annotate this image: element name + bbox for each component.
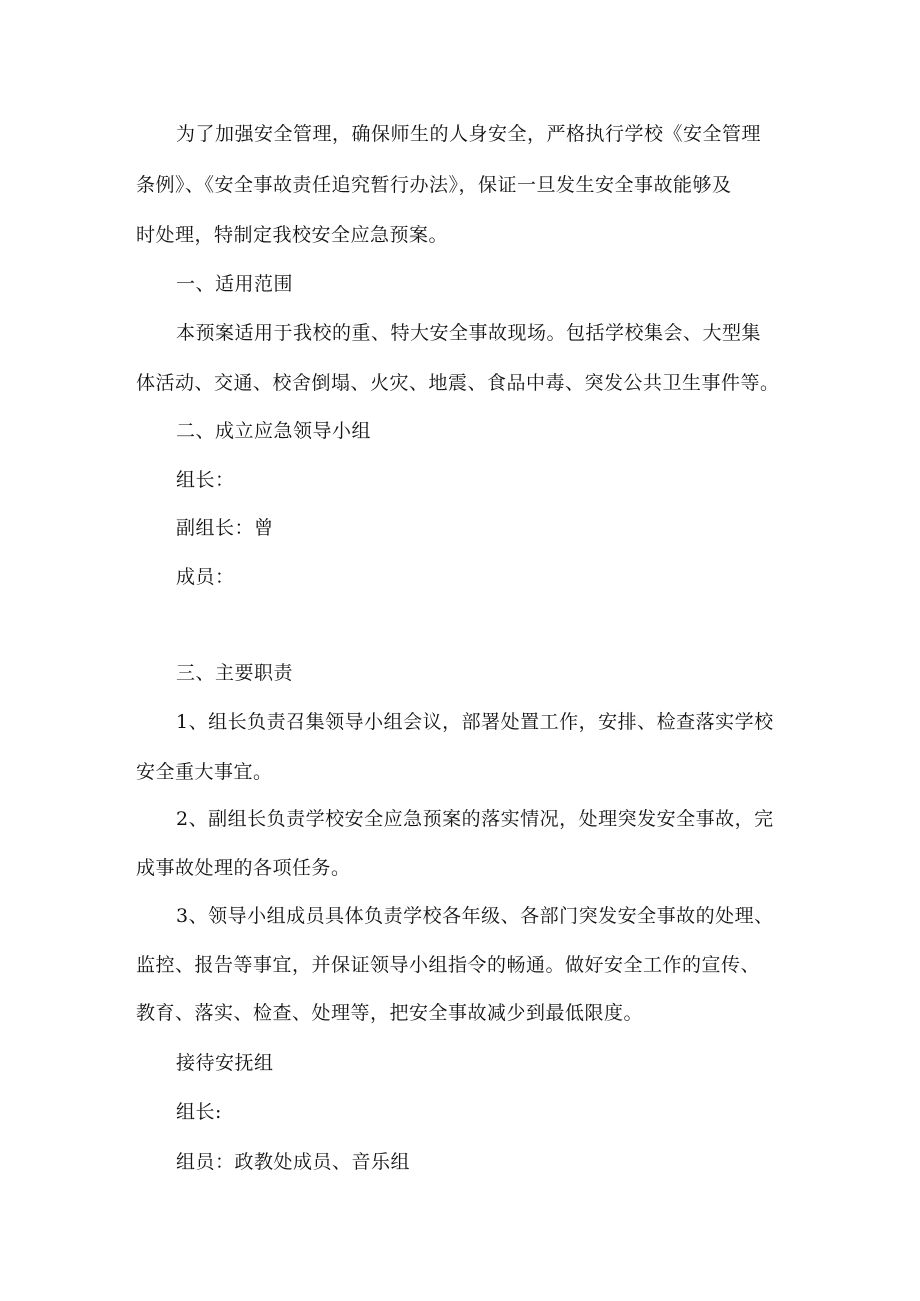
intro-line-2: 条例》、《安全事故责任追究暂行办法》，保证一旦发生安全事故能够及 (136, 174, 732, 196)
section-3-item-1-line-1: 1、组长负责召集领导小组会议，部署处置工作，安排、检查落实学校 (176, 711, 774, 733)
section-3-item-2-line-1: 2、副组长负责学校安全应急预案的落实情况，处理突发安全事故，完 (176, 808, 774, 830)
section-3-heading: 三、主要职责 (176, 662, 294, 684)
intro-line-1: 为了加强安全管理，确保师生的人身安全，严格执行学校《安全管理 (176, 123, 762, 145)
section-2-members: 成员： (176, 566, 235, 588)
section-2-heading: 二、成立应急领导小组 (176, 420, 372, 442)
section-2-deputy: 副组长：曾 (176, 517, 274, 539)
section-1-line-1: 本预案适用于我校的重、特大安全事故现场。包括学校集会、大型集 (176, 322, 762, 344)
section-3-item-1-line-2: 安全重大事宜。 (136, 761, 273, 783)
reception-group-leader: 组长: (176, 1101, 222, 1123)
section-3-item-3-line-2: 监控、报告等事宜，并保证领导小组指令的畅通。做好安全工作的宣传、 (136, 954, 761, 976)
section-3-item-3-line-1: 3、领导小组成员具体负责学校各年级、各部门突发安全事故的处理、 (176, 905, 774, 927)
section-3-item-3-line-3: 教育、落实、检查、处理等，把安全事故减少到最低限度。 (136, 1002, 644, 1024)
section-1-line-2: 体活动、交通、校舍倒塌、火灾、地震、食品中毒、突发公共卫生事件等。 (136, 372, 780, 394)
section-1-heading: 一、适用范围 (176, 273, 294, 295)
section-3-item-2-line-2: 成事故处理的各项任务。 (136, 857, 351, 879)
reception-group-members: 组员：政教处成员、音乐组 (176, 1151, 411, 1173)
section-2-leader: 组长： (176, 469, 235, 491)
intro-line-3: 时处理，特制定我校安全应急预案。 (136, 224, 449, 246)
reception-group-heading: 接待安抚组 (176, 1052, 274, 1074)
